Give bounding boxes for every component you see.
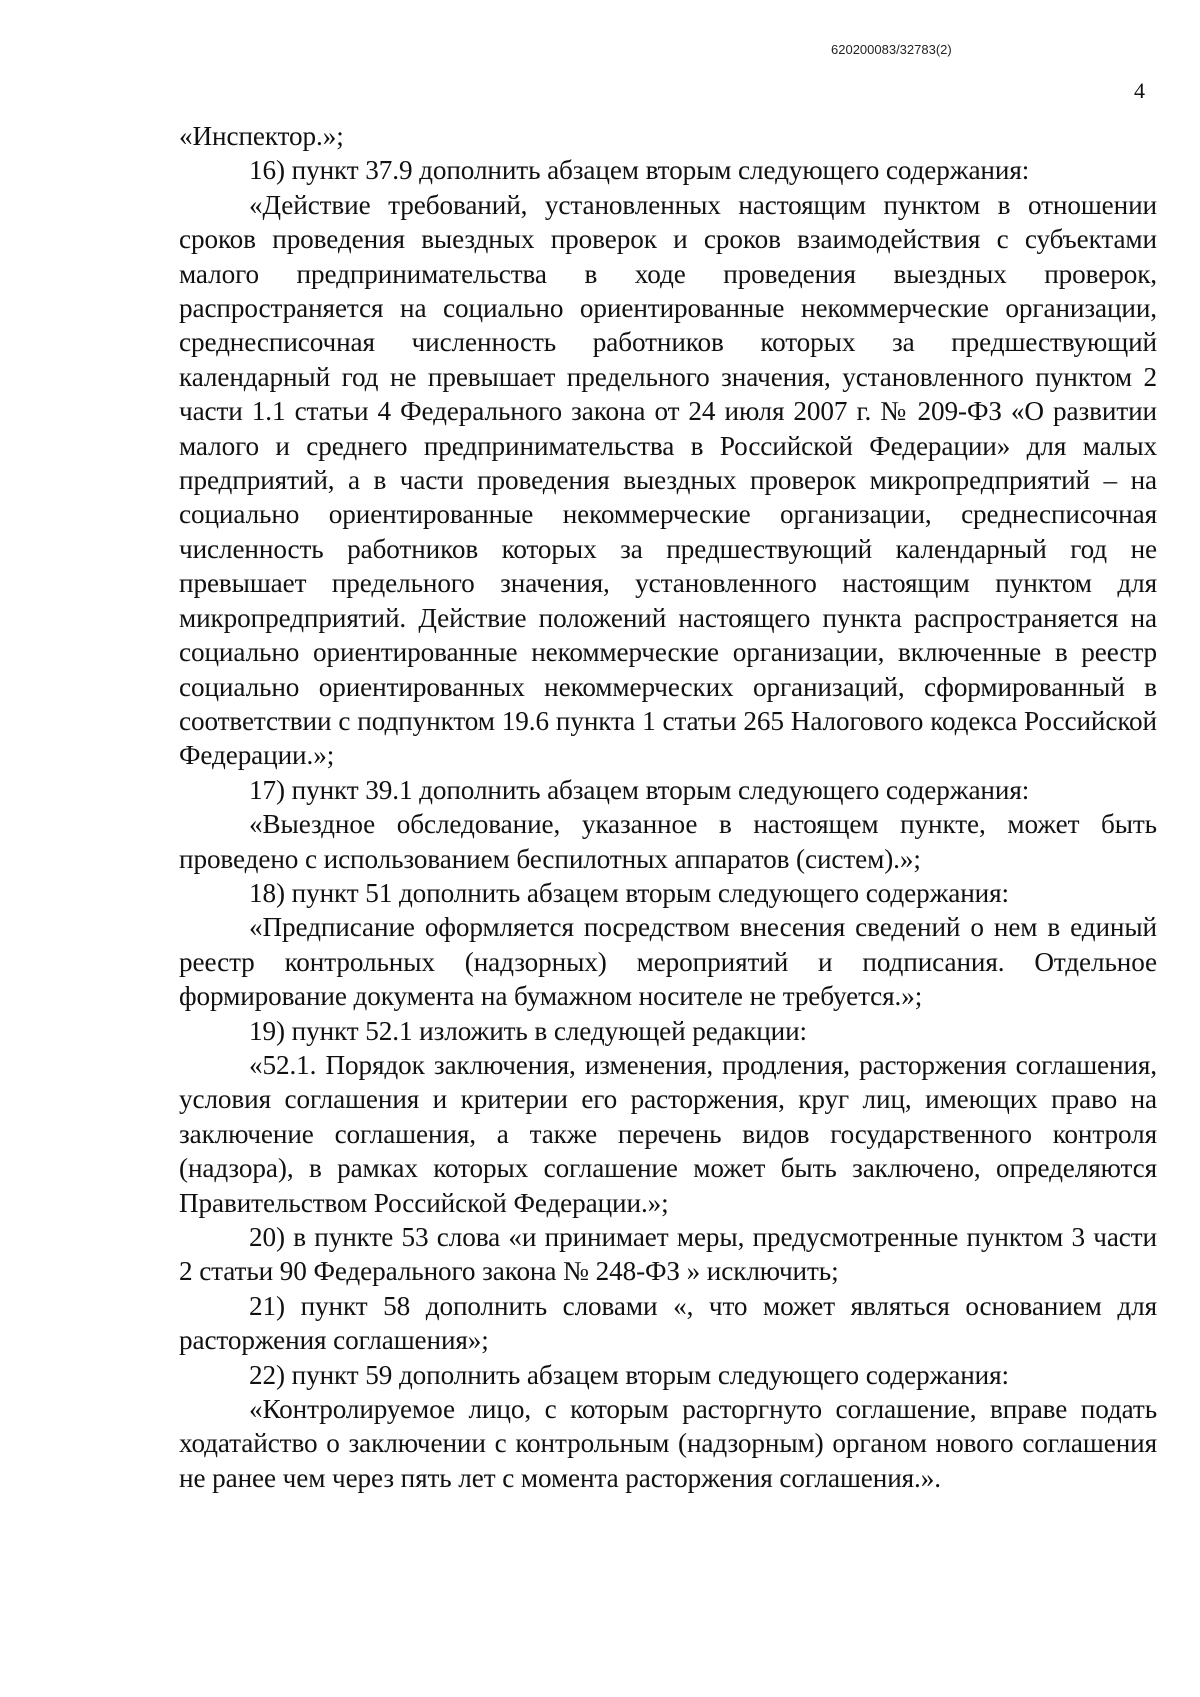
paragraph-item-19: 19) пункт 52.1 изложить в следующей редакции: [249, 1015, 807, 1046]
paragraph-item-16: 16) пункт 37.9 дополнить абзацем вторым следующего содержания: [249, 155, 1030, 186]
document-code: 620200083/32783(2) [831, 42, 952, 57]
paragraph-item-17-text: «Выездное обследование, указанное в настоящем пункте, может быть проведено с использованием беспилотных аппаратов (систем).»; [179, 809, 1157, 874]
paragraph-item-16-text: «Действие требований, установленных настоящим пунктом в отношении сроков проведения выездных проверок и сроков взаимодействия с субъектами малого предпринимательства в ходе проведения выездных проверок, распространяется на социально ориентированные некоммерческие организации, среднесписочная численность работников которых за предшествующий календарный год не превышает предельного значения, установленного пунктом 2 части 1.1 статьи 4 Федерального закона от 24 июля 2007 г. № 209-ФЗ «О развитии малого и среднего предпринимательства в Российской Федерации» для малых предприятий, а в части проведения выездных проверок микропредприятий – на социально ориентированные некоммерческие организации, среднесписочная численность работников которых за предшествующий календарный год не превышает предельного значения, установленного настоящим пунктом для микропредприятий. Действие положений настоящего пункта распространяется на социально ориентированные некоммерческие организации, включенные в реестр социально ориентированных некоммерческих организаций, сформированный в соответствии с подпунктом 19.6 пункта 1 статьи 265 Налогового кодекса Российской Федерации.»; [179, 189, 1157, 771]
paragraph-item-19-text: «52.1. Порядок заключения, изменения, продления, расторжения соглашения, условия соглашения и критерии его расторжения, круг лиц, имеющих право на заключение соглашения, а также перечень видов государственного контроля (надзора), в рамках которых соглашение может быть заключено, определяются Правительством Российской Федерации.»; [179, 1049, 1157, 1218]
paragraph-item-22-text: «Контролируемое лицо, с которым расторгнуто соглашение, вправе подать ходатайство о заключении с контрольным (надзорным) органом нового соглашения не ранее чем через пять лет с момента расторжения соглашения.». [179, 1394, 1157, 1493]
paragraph-item-21: 21) пункт 58 дополнить словами «, что может являться основанием для расторжения соглашения»; [179, 1290, 1157, 1356]
paragraph-item-17: 17) пункт 39.1 дополнить абзацем вторым следующего содержания: [249, 774, 1030, 805]
document-body [179, 119, 1157, 1495]
paragraph-item-20: 20) в пункте 53 слова «и принимает меры, предусмотренные пунктом 3 части 2 статьи 90 Федерального закона № 248-ФЗ » исключить; [179, 1222, 1157, 1287]
page-number: 4 [1134, 78, 1145, 103]
paragraph-inspector: «Инспектор.»; [179, 121, 344, 151]
paragraph-item-18: 18) пункт 51 дополнить абзацем вторым следующего содержания: [249, 877, 1009, 908]
paragraph-item-18-text: «Предписание оформляется посредством внесения сведений о нем в единый реестр контрольных (надзорных) мероприятий и подписания. Отдельное формирование документа на бумажном носителе не требуется.»; [179, 912, 1157, 1012]
paragraph-item-22: 22) пункт 59 дополнить абзацем вторым следующего содержания: [249, 1359, 1009, 1390]
